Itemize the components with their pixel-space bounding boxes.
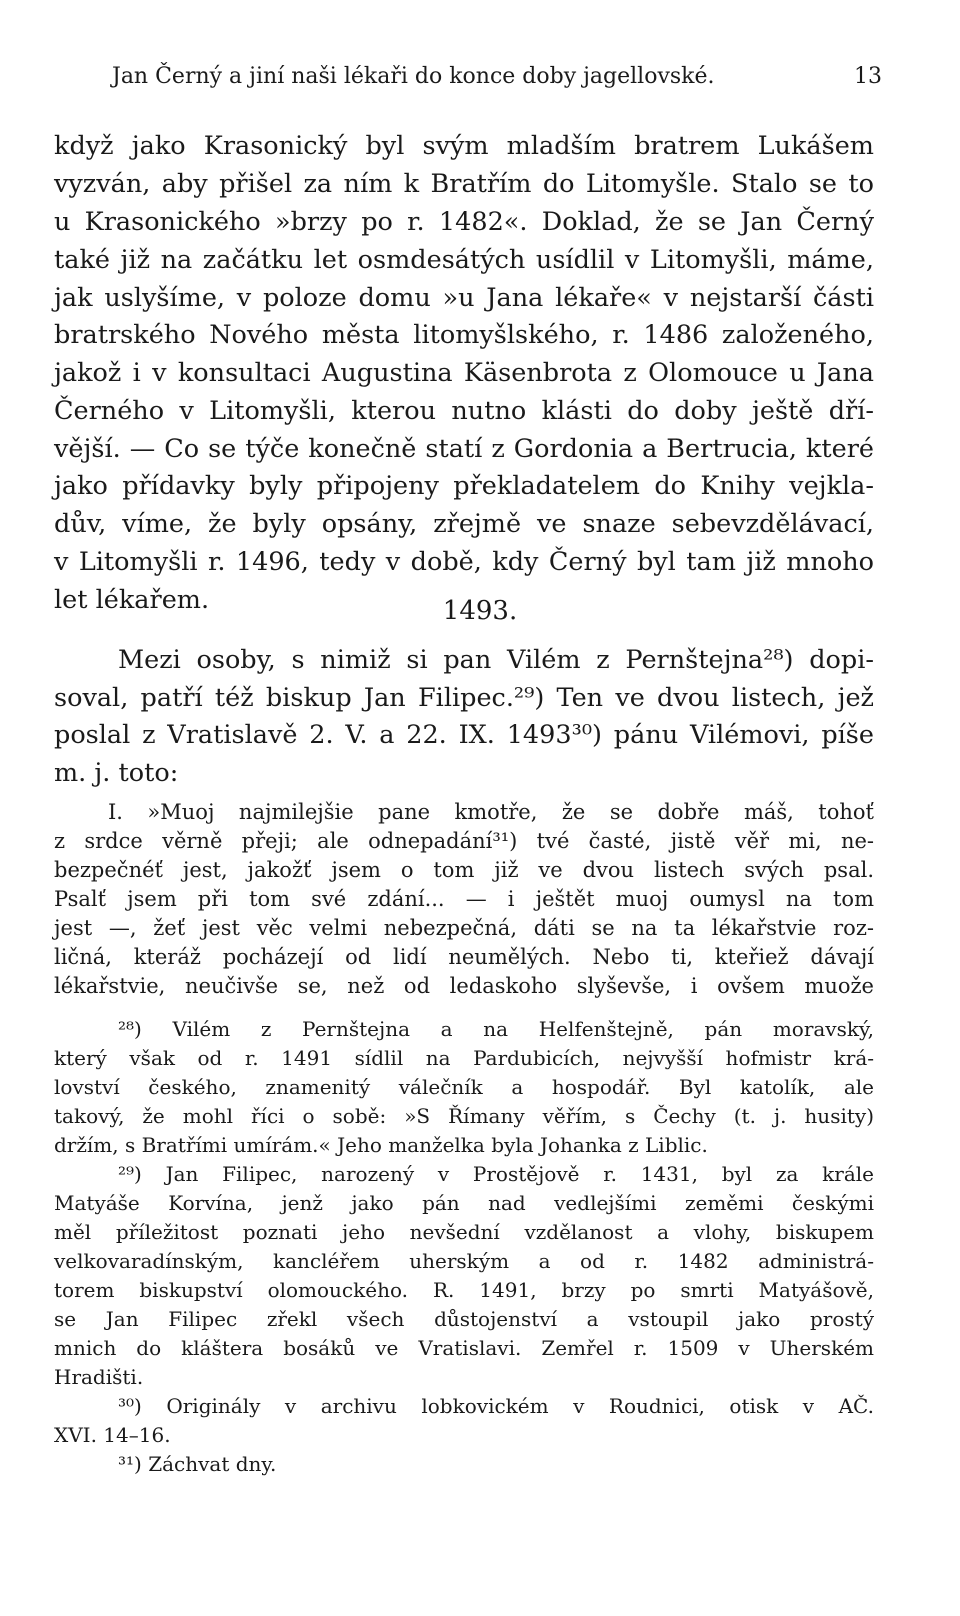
text-line: když jako Krasonický byl svým mladším bratrem Lukášem	[54, 131, 874, 161]
text-line: také již na začátku let osmdesátých usídlil v Litomyšli, máme,	[54, 245, 874, 275]
text-line: Černého v Litomyšli, kterou nutno klásti do doby ještě dří-	[54, 396, 874, 426]
running-title: Jan Černý a jiní naši lékaři do konce doby jagellovské.	[112, 64, 715, 89]
text-line: poslal z Vratislavě 2. V. a 22. IX. 1493³⁰) pánu Vilémovi, píše	[54, 720, 874, 750]
text-line: soval, patří též biskup Jan Filipec.²⁹) Ten ve dvou listech, jež	[54, 683, 874, 713]
footnote-line: ³⁰) Originály v archivu lobkovickém v Roudnici, otisk v AČ.	[118, 1394, 874, 1418]
section-heading: 1493.	[442, 596, 518, 626]
text-line: bratrského Nového města litomyšlského, r. 1486 založeného,	[54, 320, 874, 350]
text-line: m. j. toto:	[54, 758, 179, 788]
footnote-line: velkovaradínským, kancléřem uherským a od r. 1482 administrá-	[54, 1249, 874, 1273]
footnote-line: ²⁸) Vilém z Pernštejna a na Helfenštejně, pán moravský,	[118, 1017, 874, 1041]
text-line: vyzván, aby přišel za ním k Bratřím do Litomyšle. Stalo se to	[54, 169, 874, 199]
footnote-line: ²⁹) Jan Filipec, narozený v Prostějově r. 1431, byl za krále	[118, 1162, 874, 1186]
text-line: u Krasonického »brzy po r. 1482«. Doklad, že se Jan Černý	[54, 207, 874, 237]
footnote-line: držím, s Bratřími umírám.« Jeho manželka byla Johanka z Liblic.	[54, 1133, 708, 1157]
text-line: let lékařem.	[54, 585, 210, 615]
quote-line: z srdce věrně přeji; ale odnepadání³¹) tvé časté, jistě věř mi, ne-	[54, 829, 874, 853]
quote-line: lékařstvie, neučivše se, než od ledaskoho slyševše, i ovšem muože	[54, 974, 874, 998]
text-line: Mezi osoby, s nimiž si pan Vilém z Pernštejna²⁸) dopi-	[118, 645, 874, 675]
footnote-line: který však od r. 1491 sídlil na Pardubicích, nejvyšší hofmistr krá-	[54, 1046, 874, 1070]
quote-line: bezpečnéť jest, jakožť jsem o tom již ve dvou listech svých psal.	[54, 858, 874, 882]
footnote-line: lovství českého, znamenitý válečník a hospodář. Byl katolík, ale	[54, 1075, 874, 1099]
footnote-line: ³¹) Záchvat dny.	[118, 1452, 277, 1476]
quote-line: Psalť jsem při tom své zdání... — i ještět muoj oumysl na tom	[54, 887, 874, 911]
footnote-line: Matyáše Korvína, jenž jako pán nad vedlejšími zeměmi českými	[54, 1191, 874, 1215]
quote-line: ličná, kteráž pocházejí od lidí neumělých. Nebo ti, kteřiež dávají	[54, 945, 874, 969]
quote-line: jest —, žeť jest věc velmi nebezpečná, dáti se na ta lékařstvie roz-	[54, 916, 874, 940]
quote-line: I. »Muoj najmilejšie pane kmotře, že se dobře máš, tohoť	[108, 800, 874, 824]
footnote-line: mnich do kláštera bosáků ve Vratislavi. Zemřel r. 1509 v Uherském	[54, 1336, 874, 1360]
text-line: jakož i v konsultaci Augustina Käsenbrota z Olomouce u Jana	[54, 358, 874, 388]
text-line: vější. — Co se týče konečně statí z Gordonia a Bertrucia, které	[54, 434, 874, 464]
footnote-line: takový, že mohl říci o sobě: »S Římany věřím, s Čechy (t. j. husity)	[54, 1104, 874, 1128]
footnote-line: Hradišti.	[54, 1365, 144, 1389]
footnote-line: měl příležitost poznati jeho nevšední vzdělanost a vlohy, biskupem	[54, 1220, 874, 1244]
text-line: v Litomyšli r. 1496, tedy v době, kdy Černý byl tam již mnoho	[54, 547, 874, 577]
footnote-line: XVI. 14–16.	[54, 1423, 171, 1447]
text-line: jako přídavky byly připojeny překladatelem do Knihy vejkla-	[54, 471, 874, 501]
text-line: jak uslyšíme, v poloze domu »u Jana lékaře« v nejstarší části	[54, 283, 874, 313]
footnote-line: torem biskupství olomouckého. R. 1491, brzy po smrti Matyášově,	[54, 1278, 874, 1302]
running-header	[112, 60, 882, 94]
page-number: 13	[854, 64, 882, 89]
text-line: dův, víme, že byly opsány, zřejmě ve snaze sebevzdělávací,	[54, 509, 874, 539]
footnote-line: se Jan Filipec zřekl všech důstojenství a vstoupil jako prostý	[54, 1307, 874, 1331]
